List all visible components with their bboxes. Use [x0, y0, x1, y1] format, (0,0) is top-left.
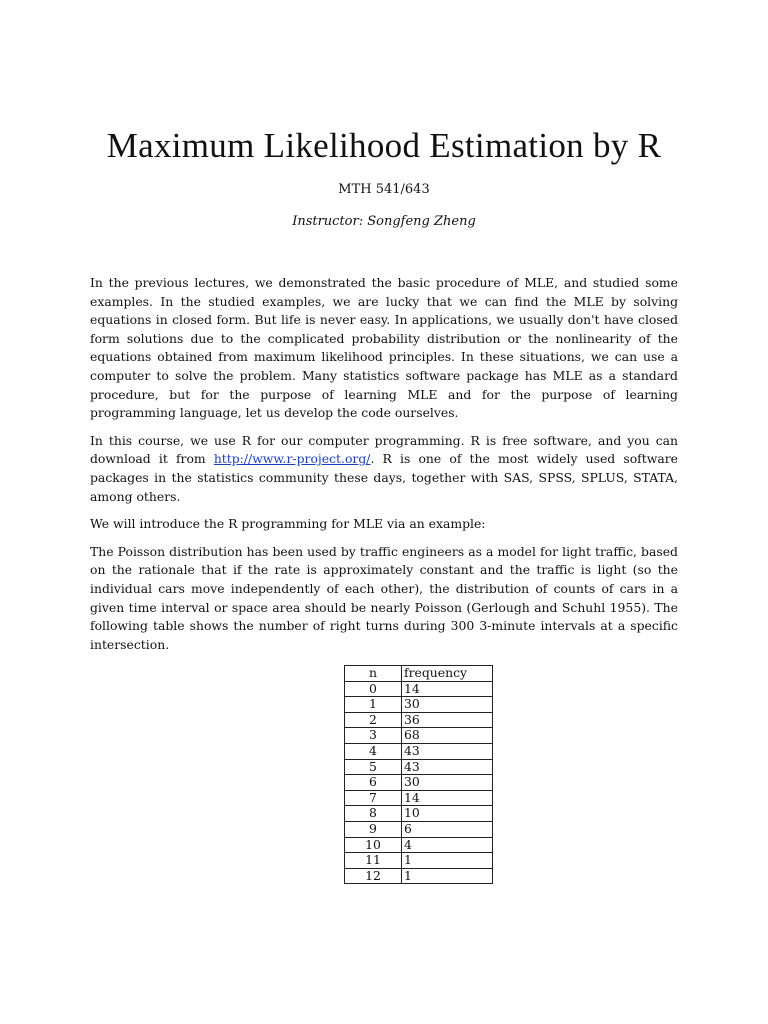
cell-frequency: 36 — [402, 712, 493, 728]
cell-frequency: 43 — [402, 743, 493, 759]
paragraph-r-software — [90, 432, 678, 506]
table-row — [345, 728, 493, 744]
cell-frequency: 14 — [402, 681, 493, 697]
cell-frequency: 43 — [402, 759, 493, 775]
body-text — [90, 274, 678, 663]
table-row — [345, 790, 493, 806]
cell-n: 0 — [345, 681, 402, 697]
table-row — [345, 853, 493, 869]
table-row — [345, 743, 493, 759]
table-row — [345, 806, 493, 822]
table-row — [345, 697, 493, 713]
cell-n: 2 — [345, 712, 402, 728]
cell-n: 9 — [345, 821, 402, 837]
cell-n: 5 — [345, 759, 402, 775]
cell-n: 12 — [345, 868, 402, 884]
document-title: Maximum Likelihood Estimation by R — [106, 126, 662, 165]
paragraph-poisson: The Poisson distribution has been used by traffic engineers as a model for light traffic, based on the rationale that if the rate is approximately constant and the traffic is light (so the individual cars move independently of each other), the distribution of counts of cars in a given time interval or space area should be nearly Poisson (Gerlough and Schuhl 1955). The following table shows the number of right turns during 300 3-minute intervals at a specific intersection. — [90, 543, 678, 652]
cell-frequency: 1 — [402, 853, 493, 869]
cell-n: 7 — [345, 790, 402, 806]
table-header-row — [345, 666, 493, 682]
cell-n: 4 — [345, 743, 402, 759]
cell-n: 3 — [345, 728, 402, 744]
cell-n: 6 — [345, 775, 402, 791]
paragraph-text: In this course, we use R for our computer programming. R is free software, and you can download it from — [90, 432, 678, 467]
course-code: MTH 541/643 — [338, 182, 430, 197]
table-row — [345, 868, 493, 884]
cell-frequency: 30 — [402, 775, 493, 791]
column-header-n: n — [345, 666, 402, 682]
cell-n: 1 — [345, 697, 402, 713]
cell-frequency: 4 — [402, 837, 493, 853]
table-body — [345, 681, 493, 884]
table-row — [345, 775, 493, 791]
cell-frequency: 14 — [402, 790, 493, 806]
paragraph-example-intro: We will introduce the R programming for MLE via an example: — [90, 516, 486, 532]
table-row — [345, 681, 493, 697]
table-row — [345, 837, 493, 853]
cell-n: 11 — [345, 853, 402, 869]
cell-frequency: 10 — [402, 806, 493, 822]
frequency-table — [344, 665, 493, 884]
table-row — [345, 759, 493, 775]
table-row — [345, 821, 493, 837]
r-project-link[interactable]: http://www.r-project.org/ — [213, 451, 371, 467]
instructor-line: Instructor: Songfeng Zheng — [292, 214, 476, 229]
cell-frequency: 30 — [402, 697, 493, 713]
cell-n: 10 — [345, 837, 402, 853]
paragraph-intro: In the previous lectures, we demonstrated the basic procedure of MLE, and studied some examples. In the studied examples, we are lucky that we can find the MLE by solving equations in closed form. But life is never easy. In applications, we usually don't have closed form solutions due to the complicated probability distribution or the nonlinearity of the equations obtained from maximum likelihood principles. In these situations, we can use a computer to solve the problem. Many statistics software package has MLE as a standard procedure, but for the purpose of learning MLE and for the purpose of learning programming language, let us develop the code ourselves. — [90, 275, 678, 421]
cell-n: 8 — [345, 806, 402, 822]
paragraph-text: . R is one of the most widely used software packages in the statistics community these days, together with SAS, SPSS, SPLUS, STATA, among others. — [90, 451, 678, 504]
table-row — [345, 712, 493, 728]
cell-frequency: 68 — [402, 728, 493, 744]
column-header-frequency: frequency — [402, 666, 493, 682]
cell-frequency: 6 — [402, 821, 493, 837]
cell-frequency: 1 — [402, 868, 493, 884]
